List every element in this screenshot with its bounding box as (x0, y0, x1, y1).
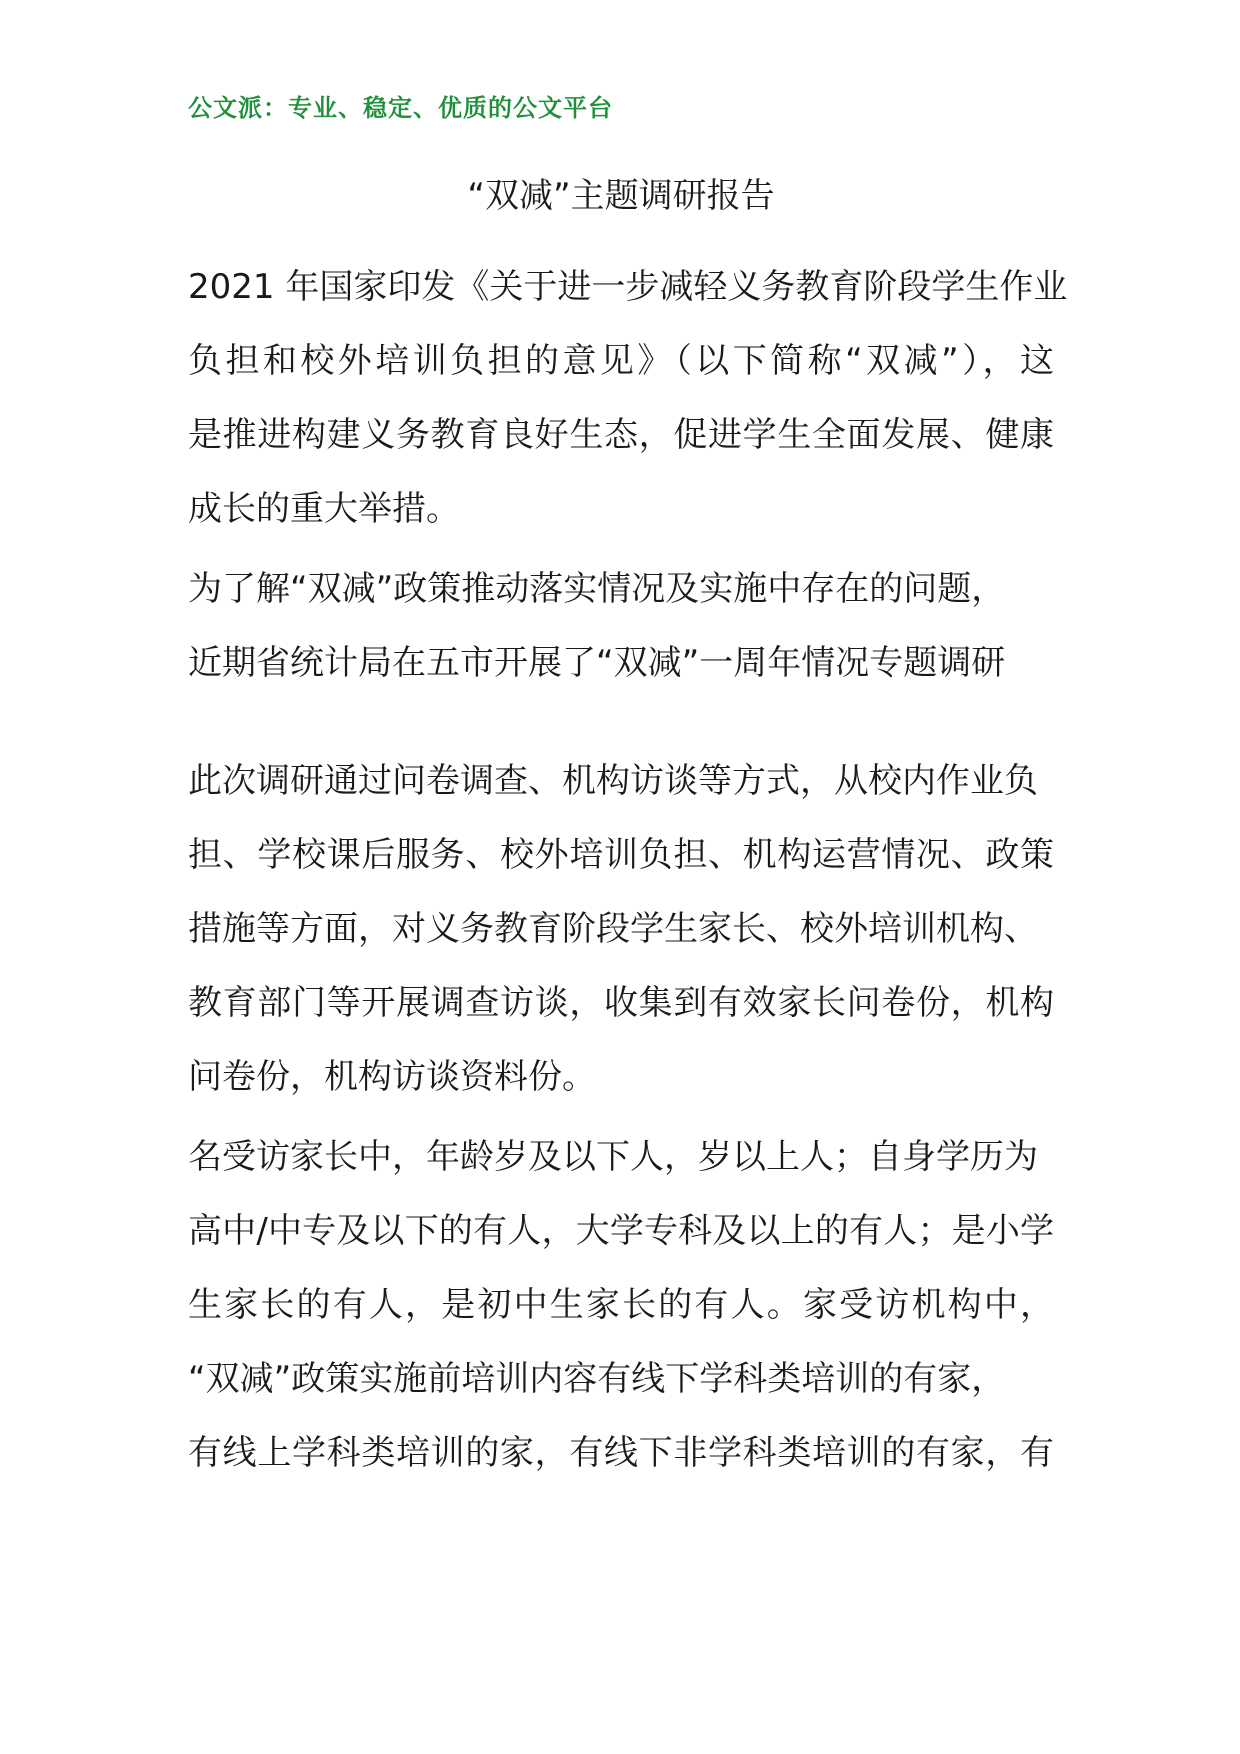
text-line: 担、学校课后服务、校外培训负担、机构运营情况、政策 (188, 835, 1054, 875)
text-line: “双减”政策实施前培训内容有线下学科类培训的有家， (188, 1359, 1006, 1399)
document-body (188, 262, 1068, 1502)
text-line: 高中/中专及以下的有人，大学专科及以上的有人；是小学 (188, 1211, 1055, 1251)
text-line: 负担和校外培训负担的意见》（以下简称“双减”），这 (188, 341, 1054, 381)
header-tagline: 公文派：专业、稳定、优质的公文平台 (188, 94, 613, 122)
text-line: 2021 年国家印发《关于进一步减轻义务教育阶段学生作业 (188, 267, 1068, 307)
text-line: 近期省统计局在五市开展了“双减”一周年情况专题调研 (188, 643, 1006, 683)
text-line: 名受访家长中，年龄岁及以下人，岁以上人；自身学历为 (188, 1137, 1038, 1177)
paragraph-2 (188, 564, 1054, 712)
text-line: 有线上学科类培训的家，有线下非学科类培训的有家，有 (188, 1433, 1054, 1473)
text-line: 成长的重大举措。 (188, 489, 460, 529)
text-line: 措施等方面，对义务教育阶段学生家长、校外培训机构、 (188, 909, 1038, 949)
text-line: 教育部门等开展调查访谈，收集到有效家长问卷份，机构 (188, 983, 1054, 1023)
text-line: 问卷份，机构访谈资料份。 (188, 1057, 596, 1097)
text-line: 为了解“双减”政策推动落实情况及实施中存在的问题， (188, 569, 1006, 609)
paragraph-1 (188, 262, 1068, 558)
text-line: 是推进构建义务教育良好生态，促进学生全面发展、健康 (188, 415, 1054, 455)
paragraph-3 (188, 756, 1054, 1126)
document-title: “双减”主题调研报告 (467, 176, 775, 216)
paragraph-4 (188, 1132, 1054, 1502)
text-line: 生家长的有人，是初中生家长的有人。家受访机构中， (188, 1285, 1054, 1325)
text-line: 此次调研通过问卷调查、机构访谈等方式，从校内作业负 (188, 761, 1038, 801)
